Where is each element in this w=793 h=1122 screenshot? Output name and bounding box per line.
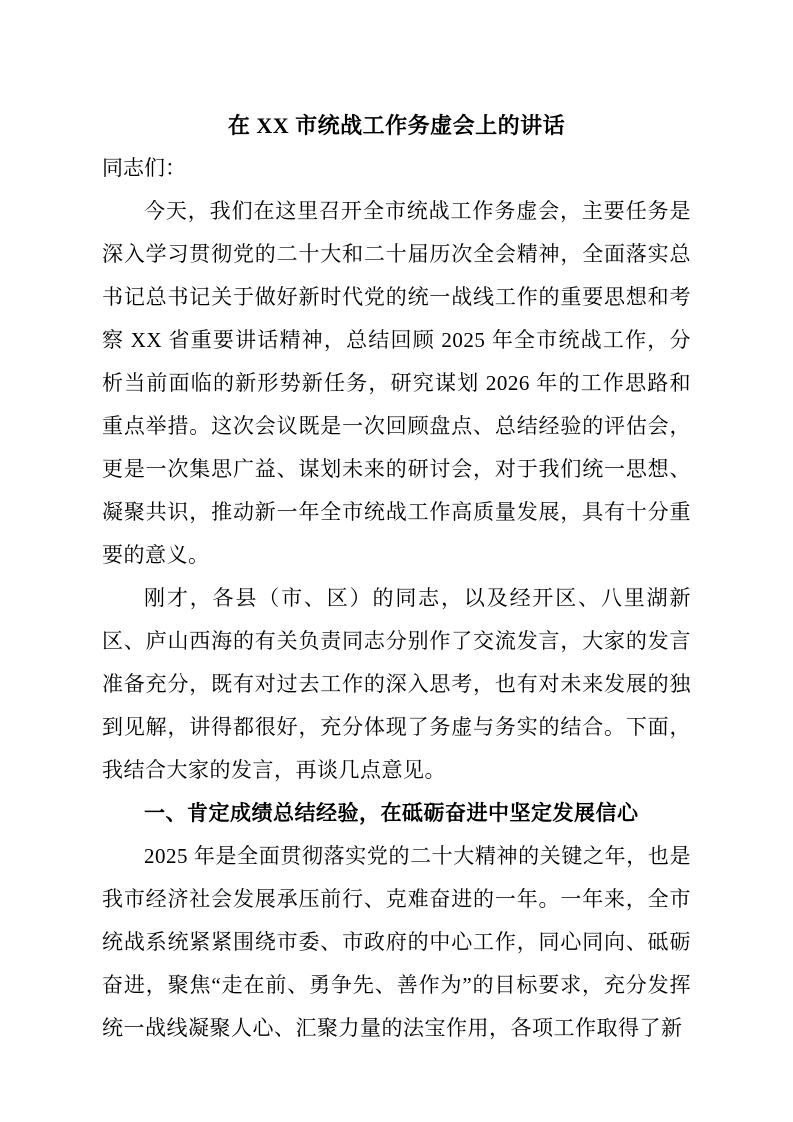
salutation: 同志们： (102, 156, 186, 180)
section-heading-1: 一、肯定成绩总结经验，在砥砺奋进中坚定发展信心 (144, 801, 639, 825)
paragraph-intro: 今天，我们在这里召开全市统战工作务虚会，主要任务是深入学习贯彻党的二十大和二十届历次全会精神，全面落实总书记总书记关于做好新时代党的统一战线工作的重要思想和考察 XX 省重要讲话精神，总结回顾 2025 年全市统战工作，分析当前面临的新形势新任务，研究谋划 2026 年的工作思路和重点举措。这次会议既是一次回顾盘点、总结经验的评估会，更是一次集思广益、谋划未来的研讨会，对于我们统一思想、凝聚共识，推动新一年全市统战工作高质量发展，具有十分重要的意义。 (102, 199, 691, 567)
doc-title: 在 XX 市统战工作务虚会上的讲话 (227, 113, 566, 138)
paragraph-remarks: 刚才，各县（市、区）的同志，以及经开区、八里湖新区、庐山西海的有关负责同志分别作了交流发言，大家的发言准备充分，既有对过去工作的深入思考，也有对未来发展的独到见解，讲得都很好，充分体现了务虚与务实的结合。下面，我结合大家的发言，再谈几点意见。 (102, 586, 691, 782)
paragraph-review: 2025 年是全面贯彻落实党的二十大精神的关键之年，也是我市经济社会发展承压前行、克难奋进的一年。一年来，全市统战系统紧紧围绕市委、市政府的中心工作，同心同向、砥砺奋进，聚焦“走在前、勇争先、善作为”的目标要求，充分发挥统一战线凝聚人心、汇聚力量的法宝作用，各项工作取得了新 (102, 844, 691, 1040)
